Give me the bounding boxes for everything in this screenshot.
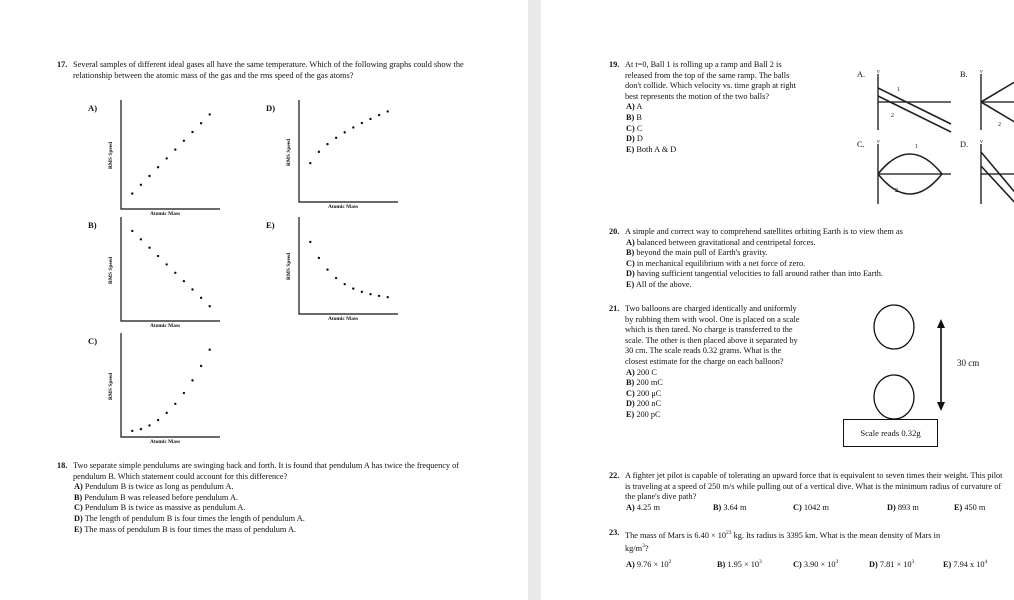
- y-axis-label: RMS Speed: [286, 252, 292, 280]
- rms-speed-graph: [120, 333, 220, 438]
- option-text: 200 C: [636, 367, 657, 377]
- option-text: B: [636, 112, 642, 122]
- question-number: 20.: [609, 227, 620, 236]
- answer-option[interactable]: [74, 525, 477, 536]
- curve-label-2: 2: [891, 113, 894, 119]
- velocity-graph-b: [978, 74, 1014, 130]
- answer-option[interactable]: [943, 557, 987, 570]
- velocity-graph-c: [875, 144, 951, 204]
- text-line: which is then tared. No charge is transferred to the: [625, 325, 793, 335]
- data-point: [191, 379, 193, 381]
- option-text: Pendulum B was released before pendulum A.: [84, 492, 239, 502]
- curve-label-1: 1: [897, 87, 900, 93]
- data-point: [166, 412, 168, 414]
- option-key: E): [626, 279, 635, 289]
- y-axis-label: RMS Speed: [286, 138, 292, 166]
- upper-balloon: [874, 305, 914, 349]
- option-text: balanced between gravitational and centripetal forces.: [636, 237, 816, 247]
- question-number: 23.: [609, 528, 620, 537]
- text-line: At t=0, Ball 1 is rolling up a ramp and Ball 2 is: [625, 60, 782, 69]
- scale-label: Scale reads 0.32g: [860, 428, 921, 438]
- scale-box: [843, 419, 938, 447]
- graph-axes: [299, 217, 398, 314]
- option-key: A): [626, 237, 635, 247]
- option-text: 893 m: [897, 502, 919, 512]
- answer-option[interactable]: [626, 259, 1004, 270]
- question-20: [609, 227, 1004, 291]
- data-point: [191, 288, 193, 290]
- option-text: 200 nC: [636, 399, 662, 409]
- data-point: [157, 166, 159, 168]
- x-axis-label: Atomic Mass: [150, 211, 181, 217]
- question-19: [609, 60, 839, 155]
- data-point: [344, 283, 346, 285]
- text-line: scale. The other is then placed above it separated by: [625, 335, 798, 345]
- option-text: 7.81 × 10: [879, 559, 912, 569]
- answer-option[interactable]: [74, 503, 477, 514]
- answer-options: [609, 557, 1009, 569]
- answer-option[interactable]: [793, 557, 838, 570]
- answer-options: [609, 503, 1009, 514]
- y-axis-label: RMS Speed: [108, 372, 114, 400]
- option-exponent: 3: [835, 558, 839, 565]
- graph-letter-a: A.: [857, 70, 866, 79]
- option-key: E): [74, 524, 83, 534]
- text-line: closest estimate for the charge on each balloon?: [625, 356, 784, 366]
- option-text: A: [636, 102, 643, 112]
- option-key: D): [869, 559, 878, 569]
- data-point: [209, 305, 211, 307]
- option-key: E): [626, 409, 635, 419]
- answer-options: [57, 482, 477, 535]
- option-text: in mechanical equilibrium with a net force of zero.: [636, 258, 806, 268]
- data-point: [352, 126, 354, 128]
- answer-option[interactable]: [626, 368, 839, 379]
- answer-options: [609, 102, 839, 155]
- graph-letter-d: D.: [960, 140, 969, 149]
- option-key: C): [626, 258, 635, 268]
- option-key: B): [74, 492, 83, 502]
- option-text: 3.64 m: [723, 502, 747, 512]
- option-text: 1.95 × 10: [727, 559, 760, 569]
- graph-letter: A): [88, 103, 98, 113]
- text-line: Two balloons are charged identically and uniformly: [625, 304, 797, 313]
- data-point: [148, 175, 150, 177]
- option-text: 3.90 × 10: [803, 559, 836, 569]
- data-point: [378, 114, 380, 116]
- question-21: [609, 304, 839, 421]
- right-page: [541, 0, 1014, 600]
- graph-letter: D): [266, 103, 276, 113]
- option-text: 200 μC: [636, 388, 662, 398]
- velocity-graph-d: [978, 144, 1014, 204]
- rms-speed-graph: [120, 100, 220, 210]
- option-key: A): [626, 559, 635, 569]
- option-text: Pendulum B is twice as massive as pendulum A.: [84, 503, 246, 513]
- unit-tail: ?: [644, 544, 649, 554]
- option-text: 200 pC: [636, 409, 661, 419]
- graph-letter: E): [266, 220, 275, 230]
- answer-option[interactable]: [626, 102, 839, 113]
- text-line: don't collide. Which velocity vs. time graph at right: [625, 81, 796, 91]
- option-text: 9.76 × 10: [636, 559, 669, 569]
- option-exponent: 3: [911, 558, 915, 565]
- data-point: [200, 122, 202, 124]
- option-key: C): [74, 503, 83, 513]
- curve-label-2: 2: [998, 122, 1001, 128]
- exponent: 23: [726, 530, 732, 536]
- unit-exponent: 3: [642, 543, 645, 550]
- answer-option[interactable]: [717, 557, 762, 570]
- data-point: [174, 272, 176, 274]
- answer-option[interactable]: [626, 248, 1004, 259]
- answer-option[interactable]: [626, 378, 839, 389]
- data-point: [174, 148, 176, 150]
- data-point: [200, 297, 202, 299]
- question-number: 19.: [609, 60, 620, 69]
- data-point: [166, 157, 168, 159]
- option-key: D): [887, 502, 896, 512]
- data-point: [378, 295, 380, 297]
- rms-speed-graph: [298, 217, 398, 315]
- question-text: [625, 304, 839, 368]
- data-point: [209, 113, 211, 115]
- x-axis-label: Atomic Mass: [150, 439, 181, 445]
- x-axis-label: Atomic Mass: [150, 323, 181, 329]
- answer-option[interactable]: [713, 503, 746, 514]
- question-text-a: The mass of Mars is 6.40 × 10: [625, 530, 727, 540]
- rms-speed-graph: [120, 217, 220, 322]
- curve-label-1: 1: [915, 144, 918, 150]
- data-point: [361, 122, 363, 124]
- data-point: [140, 428, 142, 430]
- data-point: [131, 430, 133, 432]
- data-point: [209, 348, 211, 350]
- data-point: [335, 277, 337, 279]
- question-text: Two separate simple pendulums are swinging back and forth. It is found that pendulum A has twice the frequency of pendulum B. Which statement could account for this difference?: [73, 461, 460, 481]
- option-key: D): [626, 269, 635, 279]
- answer-option[interactable]: [74, 482, 477, 493]
- data-point: [369, 118, 371, 120]
- option-key: E): [626, 144, 635, 154]
- data-point: [166, 263, 168, 265]
- data-point: [387, 110, 389, 112]
- question-23: [609, 528, 1009, 569]
- data-point: [157, 419, 159, 421]
- answer-options: [609, 238, 1004, 291]
- question-text-b: kg. Its radius is 3395 km. What is the mean density of Mars in: [731, 530, 941, 540]
- option-key: B): [626, 248, 635, 258]
- graph-letter-c: C.: [857, 140, 865, 149]
- data-point: [200, 365, 202, 367]
- question-text: A fighter jet pilot is capable of tolerating an upward force that is equivalent to seven times their weight. This pilot is traveling at a speed of 250 m/s while pulling out of a vertical dive. What is the minimum radius of curvature of the plane's dive path?: [625, 471, 1003, 502]
- answer-option[interactable]: [626, 134, 839, 145]
- y-axis-label: RMS Speed: [108, 141, 114, 169]
- data-point: [344, 131, 346, 133]
- option-key: C): [793, 502, 802, 512]
- option-key: A): [74, 482, 83, 492]
- answer-option[interactable]: [626, 145, 839, 156]
- option-text: 4.25 m: [636, 502, 660, 512]
- option-key: B): [713, 502, 722, 512]
- data-point: [148, 424, 150, 426]
- option-text: All of the above.: [635, 279, 692, 289]
- option-key: D): [74, 513, 83, 523]
- lower-balloon: [874, 375, 914, 419]
- option-exponent: 3: [759, 558, 762, 565]
- option-exponent: 2: [668, 558, 672, 565]
- graph-axes: [299, 100, 398, 202]
- data-point: [131, 192, 133, 194]
- option-key: C): [626, 388, 635, 398]
- question-22: [609, 471, 1009, 514]
- answer-option[interactable]: [74, 493, 477, 504]
- data-point: [352, 287, 354, 289]
- curve-label-2: 2: [895, 188, 898, 194]
- axis-symbol: v: [877, 69, 880, 75]
- option-text: beyond the main pull of Earth's gravity.: [636, 248, 768, 258]
- option-key: A): [626, 102, 635, 112]
- text-line: released from the top of the same ramp. The balls: [625, 70, 790, 80]
- graph-axes: [121, 100, 220, 209]
- x-axis-label: Atomic Mass: [328, 204, 359, 210]
- data-point: [335, 137, 337, 139]
- option-text: 450 m: [964, 502, 986, 512]
- question-number: 17.: [57, 60, 68, 69]
- option-text: having sufficient tangential velocities to fall around rather than into Earth.: [636, 269, 883, 279]
- graph-axes: [121, 217, 220, 321]
- data-point: [387, 296, 389, 298]
- answer-option[interactable]: [626, 410, 839, 421]
- data-point: [183, 280, 185, 282]
- question-number: 18.: [57, 461, 68, 470]
- graph-letter: C): [88, 336, 98, 346]
- answer-option[interactable]: [626, 280, 1004, 291]
- x-axis-label: Atomic Mass: [328, 316, 359, 322]
- data-point: [361, 291, 363, 293]
- data-point: [183, 392, 185, 394]
- option-text: The mass of pendulum B is four times the mass of pendulum A.: [84, 524, 297, 534]
- option-key: B): [717, 559, 726, 569]
- answer-option[interactable]: [626, 503, 660, 514]
- velocity-graph-a: [875, 74, 951, 130]
- rms-speed-graph: [298, 100, 398, 203]
- option-exponent: 4: [984, 558, 988, 565]
- data-point: [131, 230, 133, 232]
- graph-letter-b: B.: [960, 70, 968, 79]
- option-key: C): [793, 559, 802, 569]
- answer-option[interactable]: [74, 514, 477, 525]
- option-text: 200 mC: [636, 378, 663, 388]
- answer-option[interactable]: [954, 503, 985, 514]
- data-point: [140, 238, 142, 240]
- question-text: [625, 60, 839, 102]
- distance-label: 30 cm: [957, 358, 980, 368]
- answer-option[interactable]: [626, 113, 839, 124]
- answer-option[interactable]: [626, 389, 839, 400]
- option-text: Pendulum B is twice as long as pendulum A.: [84, 482, 234, 492]
- data-point: [174, 403, 176, 405]
- option-text: 1042 m: [803, 502, 829, 512]
- option-text: C: [636, 123, 643, 133]
- option-text: D: [636, 134, 643, 144]
- axis-symbol: v: [980, 69, 983, 75]
- option-key: D): [626, 399, 635, 409]
- option-key: E): [943, 559, 952, 569]
- answer-option[interactable]: [626, 124, 839, 135]
- data-point: [318, 151, 320, 153]
- data-point: [318, 257, 320, 259]
- question-text: A simple and correct way to comprehend satellites orbiting Earth is to view them as: [625, 227, 903, 236]
- data-point: [148, 247, 150, 249]
- data-point: [183, 140, 185, 142]
- graph-axes: [121, 333, 220, 437]
- answer-option[interactable]: [626, 238, 1004, 249]
- option-key: D): [626, 134, 635, 144]
- option-text: Both A & D: [636, 144, 677, 154]
- option-key: E): [954, 502, 963, 512]
- question-text: Several samples of different ideal gases all have the same temperature. Which of the following graphs could show the relationship between the atomic mass of the gas and the rms speed of the gas atoms?: [73, 60, 464, 80]
- question-18: [57, 461, 477, 535]
- answer-option[interactable]: [793, 503, 829, 514]
- text-line: best represents the motion of the two balls?: [625, 91, 770, 101]
- option-key: A): [626, 502, 635, 512]
- data-point: [157, 255, 159, 257]
- option-key: C): [626, 123, 635, 133]
- data-point: [191, 131, 193, 133]
- unit: kg/m: [625, 544, 643, 554]
- question-number: 21.: [609, 304, 620, 313]
- axis-symbol: v: [980, 139, 983, 145]
- option-text: 7.94 x 10: [953, 559, 985, 569]
- data-point: [326, 268, 328, 270]
- answer-option[interactable]: [626, 269, 1004, 280]
- graph-letter: B): [88, 220, 97, 230]
- text-line: by rubbing them with wool. One is placed on a scale: [625, 314, 800, 324]
- data-point: [326, 143, 328, 145]
- answer-option[interactable]: [626, 399, 839, 410]
- option-text: The length of pendulum B is four times the length of pendulum A.: [84, 513, 305, 523]
- data-point: [140, 184, 142, 186]
- data-point: [309, 162, 311, 164]
- axis-symbol: v: [877, 139, 880, 145]
- y-axis-label: RMS Speed: [108, 256, 114, 284]
- answer-option[interactable]: [626, 557, 671, 570]
- question-17: [57, 60, 477, 81]
- answer-options: [609, 368, 839, 421]
- answer-option[interactable]: [869, 557, 914, 570]
- text-line: 30 cm. The scale reads 0.32 grams. What is the: [625, 346, 782, 356]
- question-number: 22.: [609, 471, 620, 480]
- option-key: A): [626, 367, 635, 377]
- data-point: [309, 241, 311, 243]
- option-key: B): [626, 112, 635, 122]
- data-point: [369, 293, 371, 295]
- answer-option[interactable]: [887, 503, 919, 514]
- option-key: B): [626, 378, 635, 388]
